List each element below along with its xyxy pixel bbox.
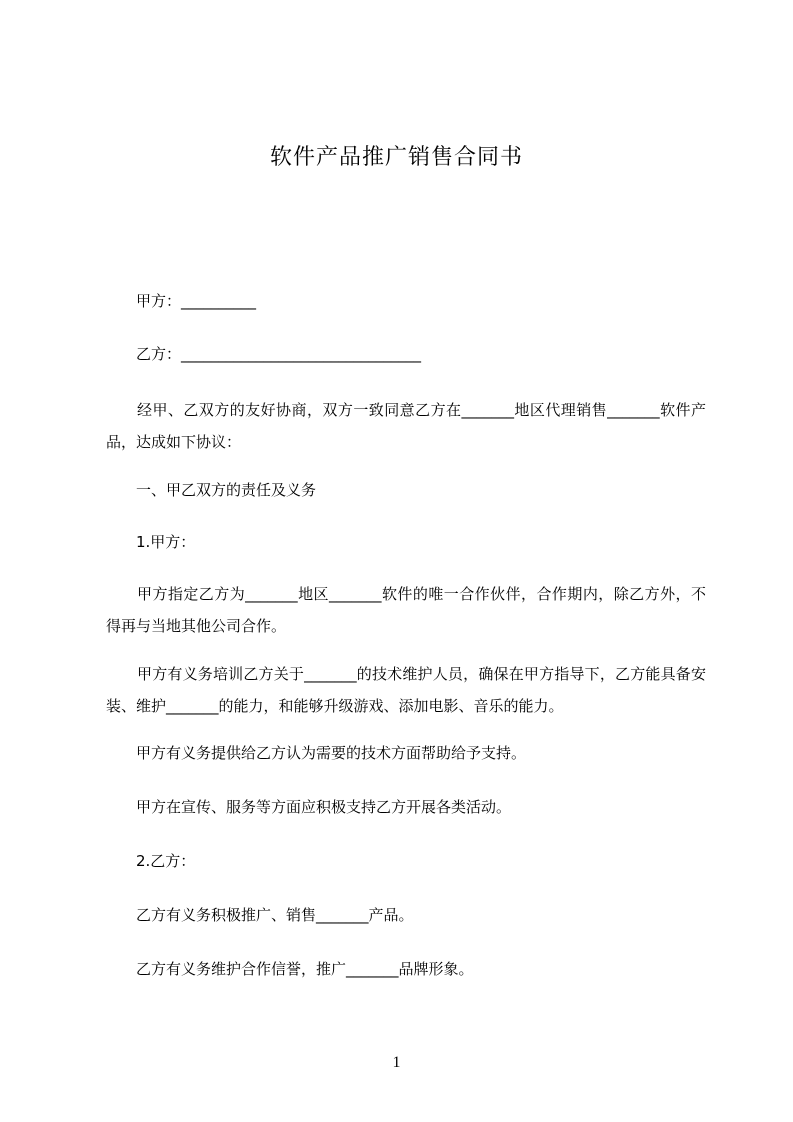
page-number: 1	[392, 1054, 401, 1071]
sub-2-heading: 2.乙方：	[136, 852, 196, 870]
party-b-line: 乙方：________________________________	[136, 345, 422, 363]
document-title: 软件产品推广销售合同书	[269, 145, 523, 170]
party-b-duty-line: 乙方有义务积极推广、销售_______产品。	[136, 906, 414, 924]
party-b-duty-line: 乙方有义务维护合作信誉，推广_______品牌形象。	[136, 960, 474, 978]
sub-1-heading: 1.甲方：	[136, 533, 196, 551]
party-a-duty-paragraph: 甲方指定乙方为_______地区_______软件的唯一合作伙伴，合作期内，除乙方外，不得再与当地其他公司合作。	[106, 585, 706, 635]
intro-paragraph: 经甲、乙双方的友好协商，双方一致同意乙方在_______地区代理销售_______软件产品，达成如下协议：	[106, 401, 706, 451]
party-a-duty-line: 甲方有义务提供给乙方认为需要的技术方面帮助给予支持。	[136, 744, 527, 762]
party-a-line: 甲方：__________	[136, 292, 257, 310]
party-a-duty-line: 甲方在宣传、服务等方面应积极支持乙方开展各类活动。	[136, 798, 512, 816]
section-1-heading: 一、甲乙双方的责任及义务	[136, 481, 317, 499]
party-a-duty-paragraph: 甲方有义务培训乙方关于_______的技术维护人员，确保在甲方指导下，乙方能具备安装、维护_______的能力，和能够升级游戏、添加电影、音乐的能力。	[106, 665, 706, 715]
